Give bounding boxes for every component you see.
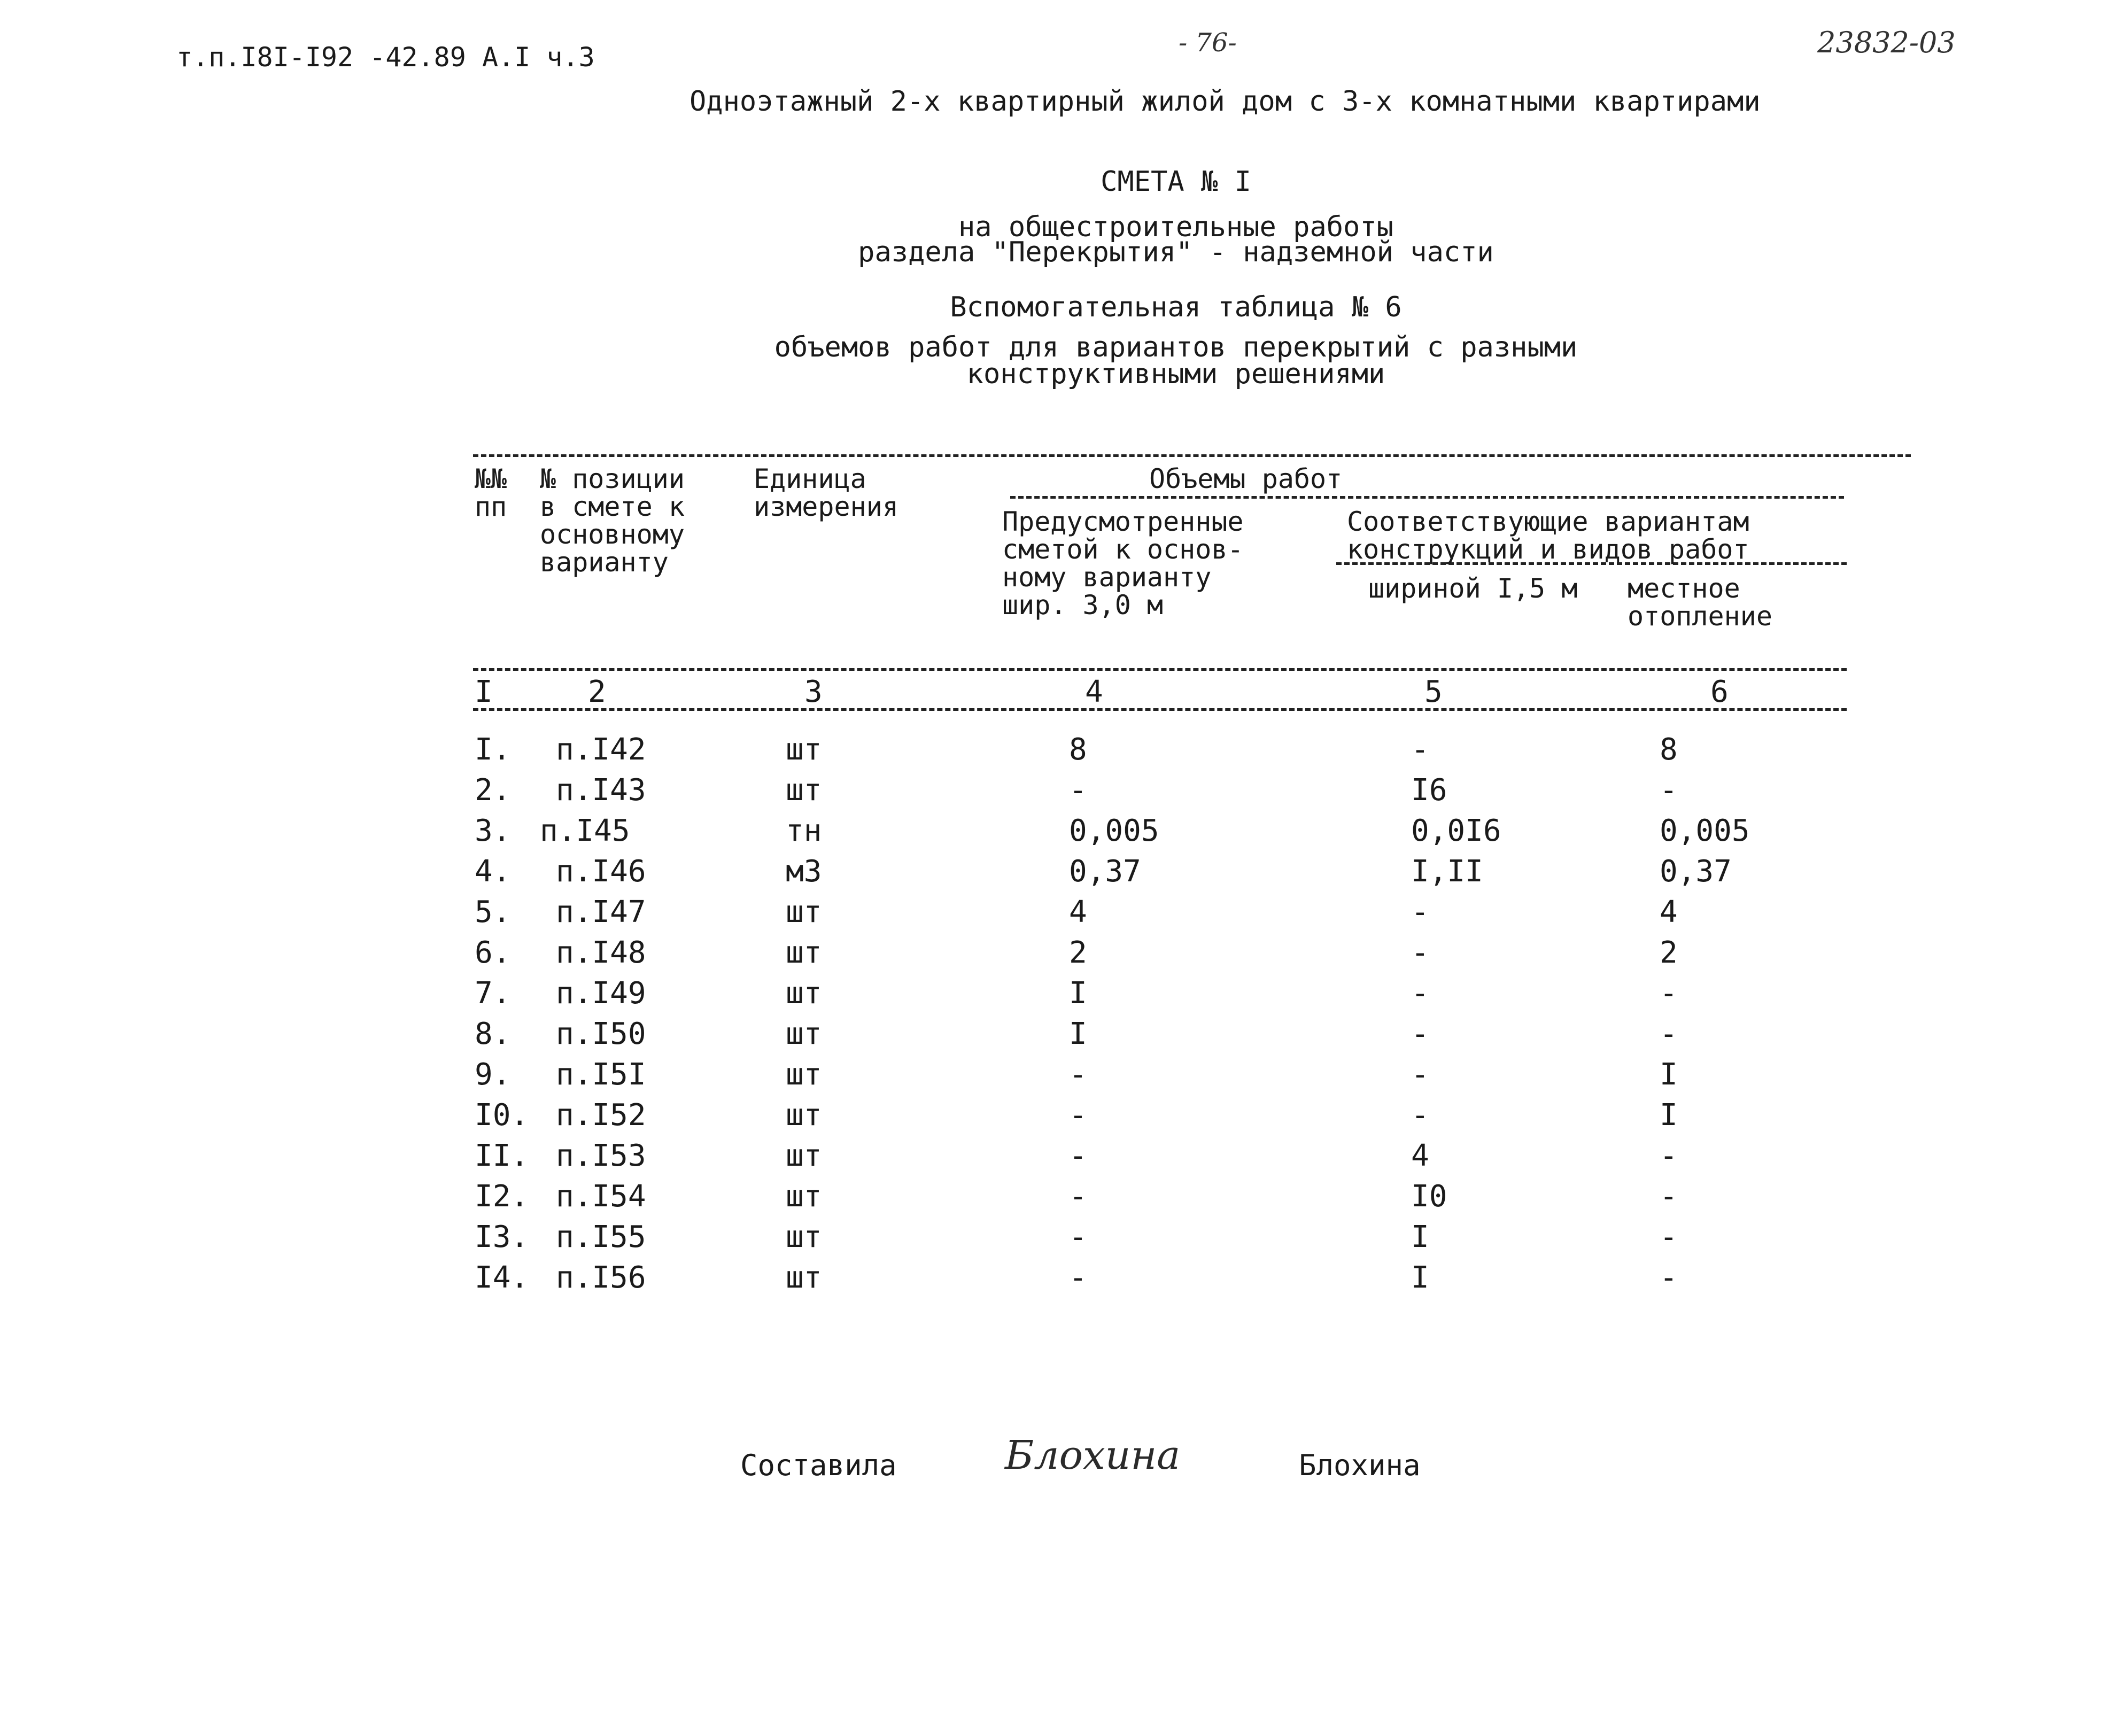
row-num: 6. [475,935,511,970]
handwritten-signature: Блохина [1005,1432,1181,1478]
row-position: п.I5I [556,1057,646,1092]
header-unit: Единица измерения [754,463,898,522]
row-num: I2. [475,1179,529,1214]
row-base: I [1069,1017,1087,1051]
row-local-heating: - [1660,976,1678,1011]
row-num: 2. [475,773,511,808]
row-width15: I [1411,1260,1429,1295]
row-position: п.I48 [556,935,646,970]
row-base: - [1069,1260,1087,1295]
row-local-heating: - [1660,1179,1678,1214]
row-position: п.I54 [556,1179,646,1214]
row-position: п.I50 [556,1017,646,1051]
row-position: п.I42 [556,732,646,767]
estimate-title: СМЕТА № I [1101,166,1251,198]
row-width15: - [1411,1057,1429,1092]
header-local-heating: местное отопление [1628,573,1772,632]
row-unit: шт [786,1260,822,1295]
row-width15: - [1411,935,1429,970]
row-position: п.I46 [556,854,646,889]
row-unit: шт [786,732,822,767]
row-unit: шт [786,1098,822,1133]
row-num: II. [475,1138,529,1173]
row-base: 4 [1069,895,1087,929]
row-width15: 0,0I6 [1411,813,1501,848]
row-position: п.I49 [556,976,646,1011]
col-number: 6 [1710,675,1729,709]
header-base-variant: Предусмотренные сметой к основ- ному варианту шир. 3,0 м [1002,506,1244,621]
document-code: т.п.I8I-I92 -42.89 А.I ч.3 [176,42,595,73]
row-position: п.I52 [556,1098,646,1133]
header-width-15: шириной I,5 м [1368,573,1578,604]
row-base: - [1069,1220,1087,1254]
row-base: - [1069,1179,1087,1214]
row-width15: I6 [1411,773,1447,808]
row-position: п.I43 [556,773,646,808]
row-num: 7. [475,976,511,1011]
house-title: Одноэтажный 2-х квартирный жилой дом с 3-х комнатными квартирами [689,86,1761,118]
row-num: I4. [475,1260,529,1295]
row-width15: - [1411,732,1429,767]
table-title: Вспомогательная таблица № 6 [950,291,1402,323]
signature-label: Составила [740,1448,897,1482]
estimate-subtitle-1: на общестроительные работы [958,211,1393,243]
row-position: п.I56 [556,1260,646,1295]
volumes-rule [1010,496,1844,499]
col-number: 5 [1424,675,1443,709]
header-num: №№ пп [475,463,507,522]
estimate-subtitle-2: раздела "Перекрытия" - надземной части [858,236,1494,268]
row-unit: шт [786,976,822,1011]
row-local-heating: 2 [1660,935,1678,970]
row-base: 0,37 [1069,854,1141,889]
row-base: - [1069,1138,1087,1173]
row-num: 5. [475,895,511,929]
row-base: I [1069,976,1087,1011]
row-unit: шт [786,1138,822,1173]
row-position: п.I55 [556,1220,646,1254]
row-base: - [1069,1098,1087,1133]
row-unit: шт [786,1017,822,1051]
row-local-heating: - [1660,773,1678,808]
row-unit: шт [786,773,822,808]
row-local-heating: 4 [1660,895,1678,929]
row-num: I0. [475,1098,529,1133]
table-subtitle-1: объемов работ для вариантов перекрытий с разными [774,331,1578,363]
row-local-heating: I [1660,1057,1678,1092]
row-unit: шт [786,895,822,929]
col-number: 4 [1085,675,1103,709]
row-unit: шт [786,1179,822,1214]
document-number: 23832-03 [1817,26,1956,59]
row-width15: I [1411,1220,1429,1254]
row-position: п.I47 [556,895,646,929]
row-local-heating: - [1660,1017,1678,1051]
row-local-heating: 0,37 [1660,854,1732,889]
header-position: № позиции в смете к основному варианту [540,463,685,578]
row-local-heating: I [1660,1098,1678,1133]
row-position: п.I53 [556,1138,646,1173]
header-variants: Соответствующие вариантам конструкций и видов работ [1347,506,1749,565]
row-width15: - [1411,1017,1429,1051]
row-num: I3. [475,1220,529,1254]
row-local-heating: - [1660,1138,1678,1173]
row-local-heating: 0,005 [1660,813,1750,848]
row-width15: - [1411,976,1429,1011]
row-width15: I0 [1411,1179,1447,1214]
row-num: I. [475,732,511,767]
row-base: 8 [1069,732,1087,767]
row-width15: - [1411,895,1429,929]
col-number: 2 [588,675,606,709]
page-number: - 76- [1179,28,1237,58]
row-unit: шт [786,1057,822,1092]
row-width15: I,II [1411,854,1483,889]
colnum-rule [473,708,1847,711]
row-unit: тн [786,813,822,848]
row-width15: - [1411,1098,1429,1133]
col-number: 3 [804,675,823,709]
row-unit: шт [786,1220,822,1254]
row-base: 0,005 [1069,813,1159,848]
row-base: 2 [1069,935,1087,970]
header-volumes: Объемы работ [1149,463,1343,494]
table-subtitle-2: конструктивными решениями [966,358,1385,390]
row-base: - [1069,773,1087,808]
signer-name: Блохина [1299,1448,1421,1482]
row-num: 4. [475,854,511,889]
row-unit: м3 [786,854,822,889]
col-number: I [475,675,493,709]
row-local-heating: - [1660,1260,1678,1295]
row-num: 8. [475,1017,511,1051]
table-top-rule [473,454,1911,457]
row-local-heating: - [1660,1220,1678,1254]
row-unit: шт [786,935,822,970]
row-num: 9. [475,1057,511,1092]
row-base: - [1069,1057,1087,1092]
row-width15: 4 [1411,1138,1429,1173]
row-local-heating: 8 [1660,732,1678,767]
row-position: п.I45 [540,813,630,848]
row-num: 3. [475,813,511,848]
header-bottom-rule [473,668,1847,671]
